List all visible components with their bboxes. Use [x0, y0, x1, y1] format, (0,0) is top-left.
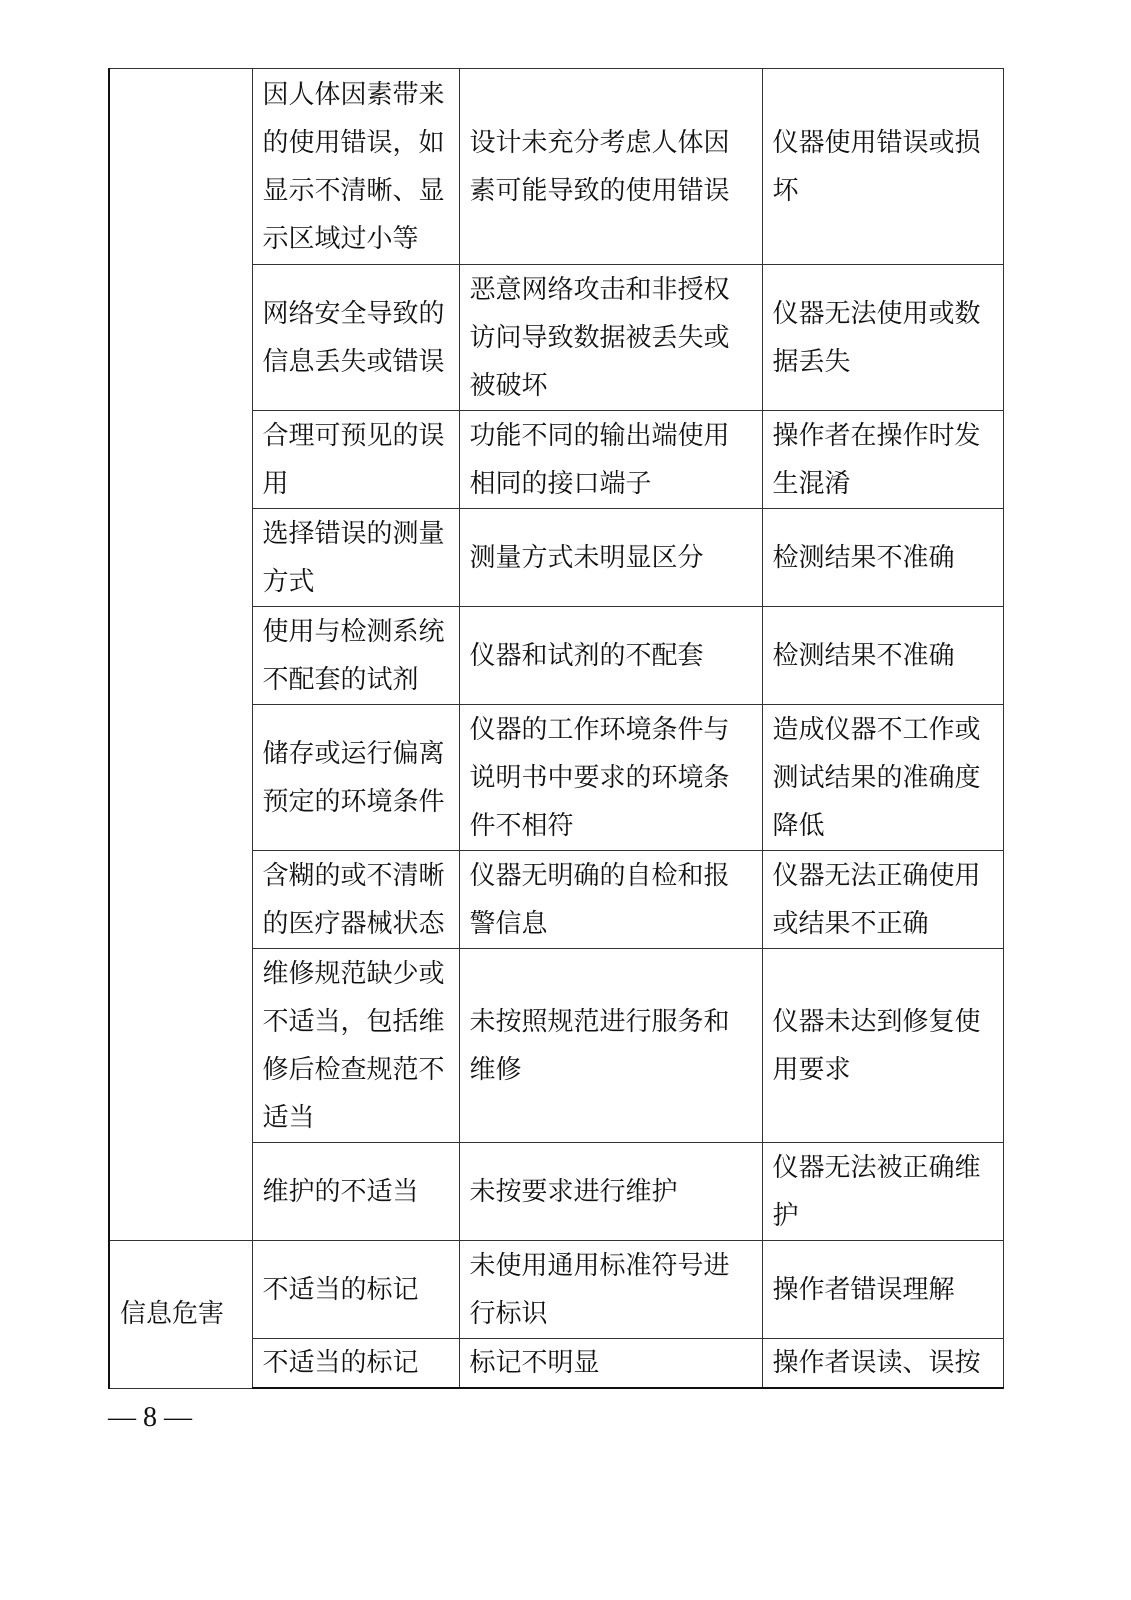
hazard-cell: 选择错误的测量方式	[252, 509, 459, 607]
cause-cell: 仪器和试剂的不配套	[459, 607, 762, 705]
consequence-cell: 检测结果不准确	[762, 509, 1003, 607]
hazard-cell: 因人体因素带来的使用错误，如显示不清晰、显示区域过小等	[252, 69, 459, 265]
hazard-cell: 网络安全导致的信息丢失或错误	[252, 265, 459, 411]
consequence-cell: 仪器无法正确使用或结果不正确	[762, 851, 1003, 949]
table-row	[109, 1241, 1003, 1339]
cause-cell: 测量方式未明显区分	[459, 509, 762, 607]
cause-cell: 仪器的工作环境条件与说明书中要求的环境条件不相符	[459, 705, 762, 851]
cause-cell: 功能不同的输出端使用相同的接口端子	[459, 411, 762, 509]
cause-cell: 仪器无明确的自检和报警信息	[459, 851, 762, 949]
hazard-cell: 不适当的标记	[252, 1241, 459, 1339]
page-number: — 8 —	[108, 1402, 192, 1433]
consequence-cell: 操作者错误理解	[762, 1241, 1003, 1339]
hazard-cell: 储存或运行偏离预定的环境条件	[252, 705, 459, 851]
cause-cell: 未使用通用标准符号进行标识	[459, 1241, 762, 1339]
cause-cell: 未按要求进行维护	[459, 1143, 762, 1241]
cause-cell: 设计未充分考虑人体因素可能导致的使用错误	[459, 69, 762, 265]
consequence-cell: 仪器使用错误或损坏	[762, 69, 1003, 265]
cause-cell: 恶意网络攻击和非授权访问导致数据被丢失或被破坏	[459, 265, 762, 411]
hazard-table	[108, 68, 1004, 1389]
table-row	[109, 69, 1003, 265]
consequence-cell: 造成仪器不工作或测试结果的准确度降低	[762, 705, 1003, 851]
hazard-cell: 使用与检测系统不配套的试剂	[252, 607, 459, 705]
hazard-cell: 维护的不适当	[252, 1143, 459, 1241]
consequence-cell: 仪器未达到修复使用要求	[762, 949, 1003, 1143]
cause-cell: 标记不明显	[459, 1339, 762, 1389]
hazard-cell: 含糊的或不清晰的医疗器械状态	[252, 851, 459, 949]
hazard-cell: 维修规范缺少或不适当，包括维修后检查规范不适当	[252, 949, 459, 1143]
consequence-cell: 检测结果不准确	[762, 607, 1003, 705]
consequence-cell: 仪器无法被正确维护	[762, 1143, 1003, 1241]
category-cell	[109, 69, 252, 1241]
consequence-cell: 操作者误读、误按	[762, 1339, 1003, 1389]
category-cell: 信息危害	[109, 1241, 252, 1389]
consequence-cell: 仪器无法使用或数据丢失	[762, 265, 1003, 411]
cause-cell: 未按照规范进行服务和维修	[459, 949, 762, 1143]
hazard-cell: 合理可预见的误用	[252, 411, 459, 509]
hazard-cell: 不适当的标记	[252, 1339, 459, 1389]
consequence-cell: 操作者在操作时发生混淆	[762, 411, 1003, 509]
